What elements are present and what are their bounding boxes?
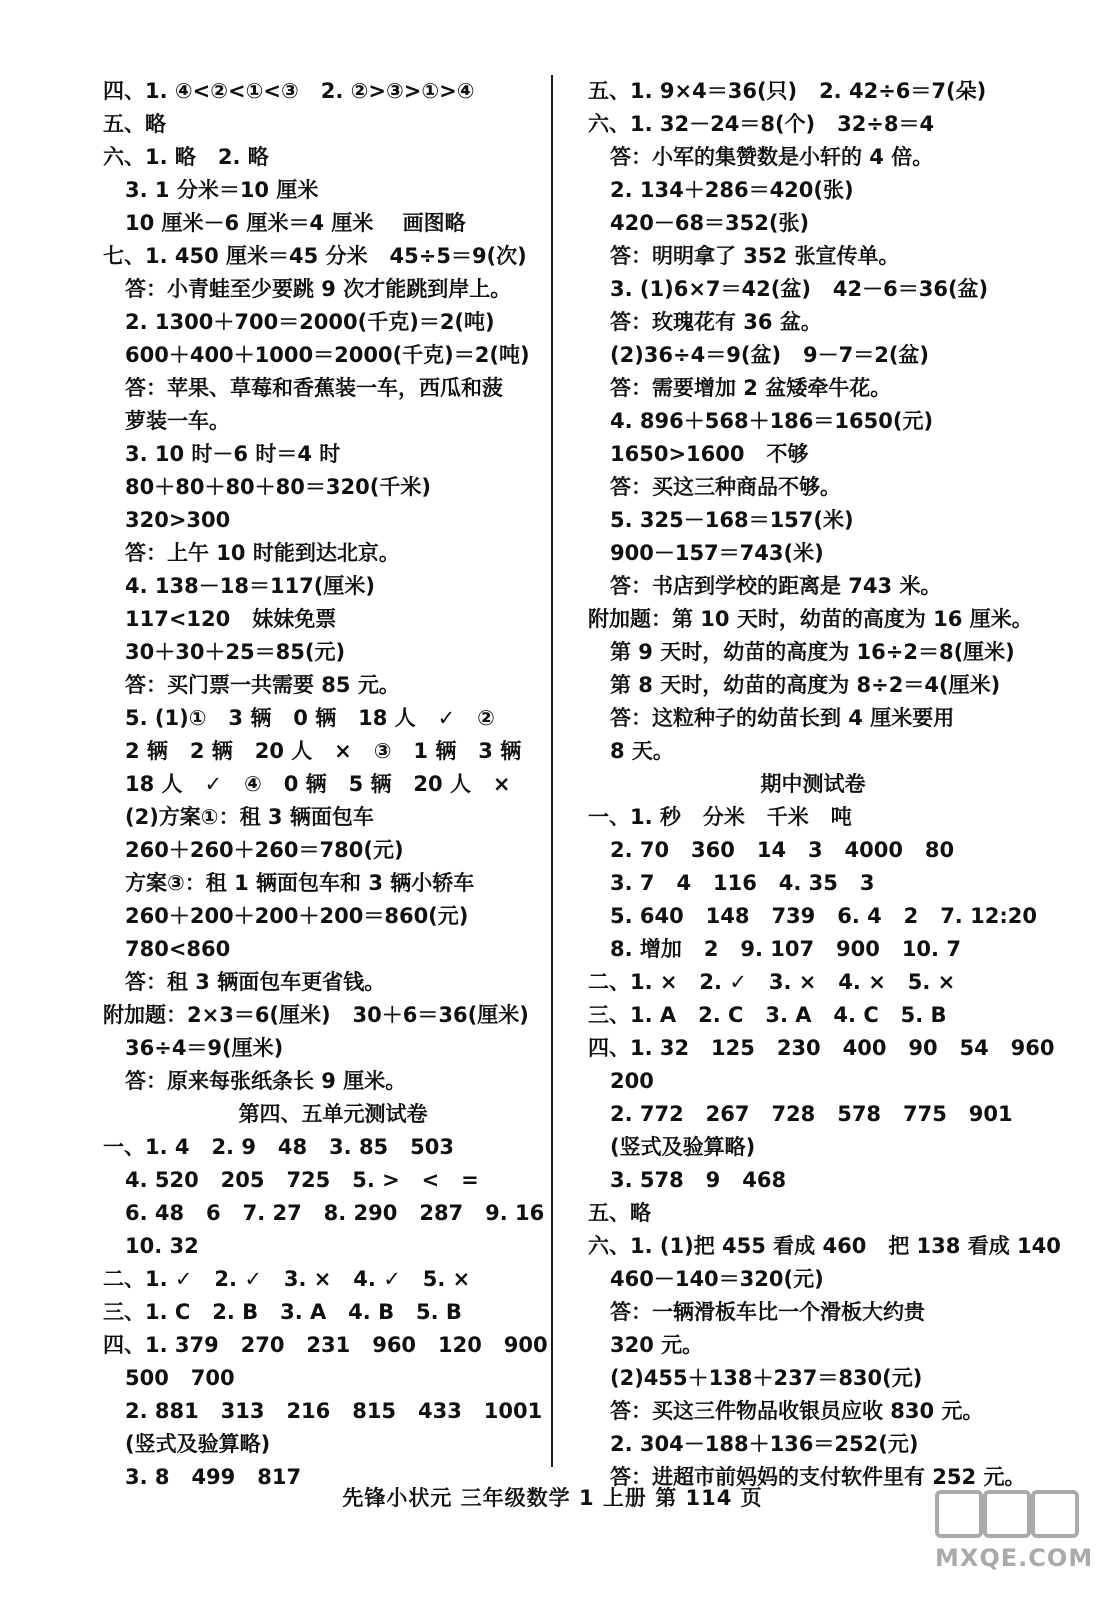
question-heading-line: 三、1. C 2. B 3. A 4. B 5. B xyxy=(103,1300,462,1324)
answer-line: 3. 578 9 468 xyxy=(610,1168,787,1192)
answer-line: 3. 1 分米＝10 厘米 xyxy=(125,178,319,202)
answer-line: 2. 772 267 728 578 775 901 xyxy=(610,1102,1013,1126)
answer-line: 10 厘米－6 厘米＝4 厘米 画图略 xyxy=(125,211,466,235)
answer-line: 3. 10 时－6 时＝4 时 xyxy=(125,442,341,466)
answer-line: 2 辆 2 辆 20 人 × ③ 1 辆 3 辆 xyxy=(125,739,522,763)
question-heading-line: 五、略 xyxy=(588,1201,651,1225)
answer-line: 答：书店到学校的距离是 743 米。 xyxy=(610,574,942,598)
question-heading-line: 四、1. ④<②<①<③ 2. ②>③>①>④ xyxy=(103,79,475,103)
answer-line: 8 天。 xyxy=(610,739,674,763)
answer-line: 萝装一车。 xyxy=(125,409,230,433)
answer-line: (2)方案①：租 3 辆面包车 xyxy=(125,805,374,829)
answer-line: 2. 1300＋700＝2000(千克)＝2(吨) xyxy=(125,310,495,334)
answer-line: 900－157＝743(米) xyxy=(610,541,824,565)
answer-line: 4. 520 205 725 5. > < = xyxy=(125,1168,479,1192)
column-divider xyxy=(551,75,553,1467)
answer-line: 8. 增加 2 9. 107 900 10. 7 xyxy=(610,937,961,961)
section-title: 第四、五单元测试卷 xyxy=(238,1102,428,1126)
question-heading-line: 六、1. (1)把 455 看成 460 把 138 看成 140 xyxy=(588,1234,1061,1258)
answer-line: 6. 48 6 7. 27 8. 290 287 9. 16 xyxy=(125,1201,545,1225)
answer-line: 答：小青蛙至少要跳 9 次才能跳到岸上。 xyxy=(125,277,512,301)
answer-line: 780<860 xyxy=(125,937,231,961)
question-heading-line: 二、1. × 2. ✓ 3. × 4. × 5. × xyxy=(588,970,956,994)
question-heading-line: 附加题：第 10 天时，幼苗的高度为 16 厘米。 xyxy=(588,607,1033,631)
answer-line: 答：买这三种商品不够。 xyxy=(610,475,841,499)
answer-line: 320>300 xyxy=(125,508,231,532)
question-heading-line: 六、1. 略 2. 略 xyxy=(103,145,269,169)
answer-line: 10. 32 xyxy=(125,1234,199,1258)
answer-line: 260＋260＋260＝780(元) xyxy=(125,838,404,862)
watermark-logo-icon xyxy=(935,1490,983,1538)
answer-line: 答：需要增加 2 盆矮牵牛花。 xyxy=(610,376,892,400)
answer-line: 第 8 天时，幼苗的高度为 8÷2＝4(厘米) xyxy=(610,673,1001,697)
answer-line: (竖式及验算略) xyxy=(610,1135,756,1159)
question-heading-line: 三、1. A 2. C 3. A 4. C 5. B xyxy=(588,1003,947,1027)
answer-line: 2. 70 360 14 3 4000 80 xyxy=(610,838,955,862)
answer-line: 答：租 3 辆面包车更省钱。 xyxy=(125,970,386,994)
answer-line: (2)36÷4＝9(盆) 9－7＝2(盆) xyxy=(610,343,930,367)
watermark xyxy=(929,1480,1094,1576)
answer-line: 420－68＝352(张) xyxy=(610,211,810,235)
question-heading-line: 四、1. 32 125 230 400 90 54 960 xyxy=(588,1036,1055,1060)
answer-line: 答：小军的集赞数是小轩的 4 倍。 xyxy=(610,145,934,169)
answer-line: 答：这粒种子的幼苗长到 4 厘米要用 xyxy=(610,706,955,730)
answer-line: 260＋200＋200＋200＝860(元) xyxy=(125,904,469,928)
question-heading-line: 四、1. 379 270 231 960 120 900 xyxy=(103,1333,548,1357)
watermark-url: MXQE.COM xyxy=(935,1544,1094,1572)
question-heading-line: 七、1. 450 厘米＝45 分米 45÷5＝9(次) xyxy=(103,244,527,268)
answer-line: 2. 304－188＋136＝252(元) xyxy=(610,1432,919,1456)
answer-line: 2. 134＋286＝420(张) xyxy=(610,178,854,202)
section-title: 期中测试卷 xyxy=(760,772,866,796)
question-heading-line: 一、1. 4 2. 9 48 3. 85 503 xyxy=(103,1135,454,1159)
question-heading-line: 五、1. 9×4＝36(只) 2. 42÷6＝7(朵) xyxy=(588,79,987,103)
answer-line: 600＋400＋1000＝2000(千克)＝2(吨) xyxy=(125,343,530,367)
answer-line: 第 9 天时，幼苗的高度为 16÷2＝8(厘米) xyxy=(610,640,1015,664)
answer-line: 答：买门票一共需要 85 元。 xyxy=(125,673,400,697)
question-heading-line: 附加题：2×3＝6(厘米) 30＋6＝36(厘米) xyxy=(103,1003,529,1027)
page-footer: 先锋小状元 三年级数学 1 上册 第 114 页 xyxy=(342,1486,763,1510)
answer-line: 方案③：租 1 辆面包车和 3 辆小轿车 xyxy=(125,871,475,895)
question-heading-line: 一、1. 秒 分米 千米 吨 xyxy=(588,805,852,829)
answer-line: 答：明明拿了 352 张宣传单。 xyxy=(610,244,900,268)
answer-line: 460－140＝320(元) xyxy=(610,1267,824,1291)
answer-line: 80＋80＋80＋80＝320(千米) xyxy=(125,475,431,499)
answer-line: 5. 325－168＝157(米) xyxy=(610,508,854,532)
answer-line: 18 人 ✓ ④ 0 辆 5 辆 20 人 × xyxy=(125,772,511,796)
watermark-logo-icon xyxy=(983,1490,1031,1538)
answer-line: 5. (1)① 3 辆 0 辆 18 人 ✓ ② xyxy=(125,706,495,730)
question-heading-line: 六、1. 32－24＝8(个) 32÷8＝4 xyxy=(588,112,935,136)
right-column xyxy=(588,75,1061,1494)
answer-line: 36÷4＝9(厘米) xyxy=(125,1036,284,1060)
answer-line: (2)455＋138＋237＝830(元) xyxy=(610,1366,923,1390)
left-column xyxy=(103,75,563,1494)
answer-line: 3. 8 499 817 xyxy=(125,1465,302,1489)
answer-line: 320 元。 xyxy=(610,1333,704,1357)
answer-line: 3. 7 4 116 4. 35 3 xyxy=(610,871,875,895)
answer-line: 4. 896＋568＋186＝1650(元) xyxy=(610,409,934,433)
answer-line: 200 xyxy=(610,1069,654,1093)
answer-line: 答：进超市前妈妈的支付软件里有 252 元。 xyxy=(610,1465,1026,1489)
answer-line: 答：一辆滑板车比一个滑板大约贵 xyxy=(610,1300,925,1324)
answer-line: 30＋30＋25＝85(元) xyxy=(125,640,346,664)
question-heading-line: 二、1. ✓ 2. ✓ 3. × 4. ✓ 5. × xyxy=(103,1267,471,1291)
answer-line: (竖式及验算略) xyxy=(125,1432,271,1456)
answer-line: 答：苹果、草莓和香蕉装一车，西瓜和菠 xyxy=(125,376,503,400)
answer-line: 答：上午 10 时能到达北京。 xyxy=(125,541,400,565)
answer-line: 1650>1600 不够 xyxy=(610,442,809,466)
question-heading-line: 五、略 xyxy=(103,112,166,136)
answer-line: 4. 138－18＝117(厘米) xyxy=(125,574,375,598)
watermark-logo-icon xyxy=(1031,1490,1079,1538)
answer-line: 答：买这三件物品收银员应收 830 元。 xyxy=(610,1399,984,1423)
answer-line: 5. 640 148 739 6. 4 2 7. 12:20 xyxy=(610,904,1037,928)
answer-line: 117<120 妹妹免票 xyxy=(125,607,337,631)
answer-line: 2. 881 313 216 815 433 1001 xyxy=(125,1399,543,1423)
answer-line: 500 700 xyxy=(125,1366,235,1390)
answer-line: 答：玫瑰花有 36 盆。 xyxy=(610,310,822,334)
answer-line: 3. (1)6×7＝42(盆) 42－6＝36(盆) xyxy=(610,277,989,301)
answer-line: 答：原来每张纸条长 9 厘米。 xyxy=(125,1069,407,1093)
